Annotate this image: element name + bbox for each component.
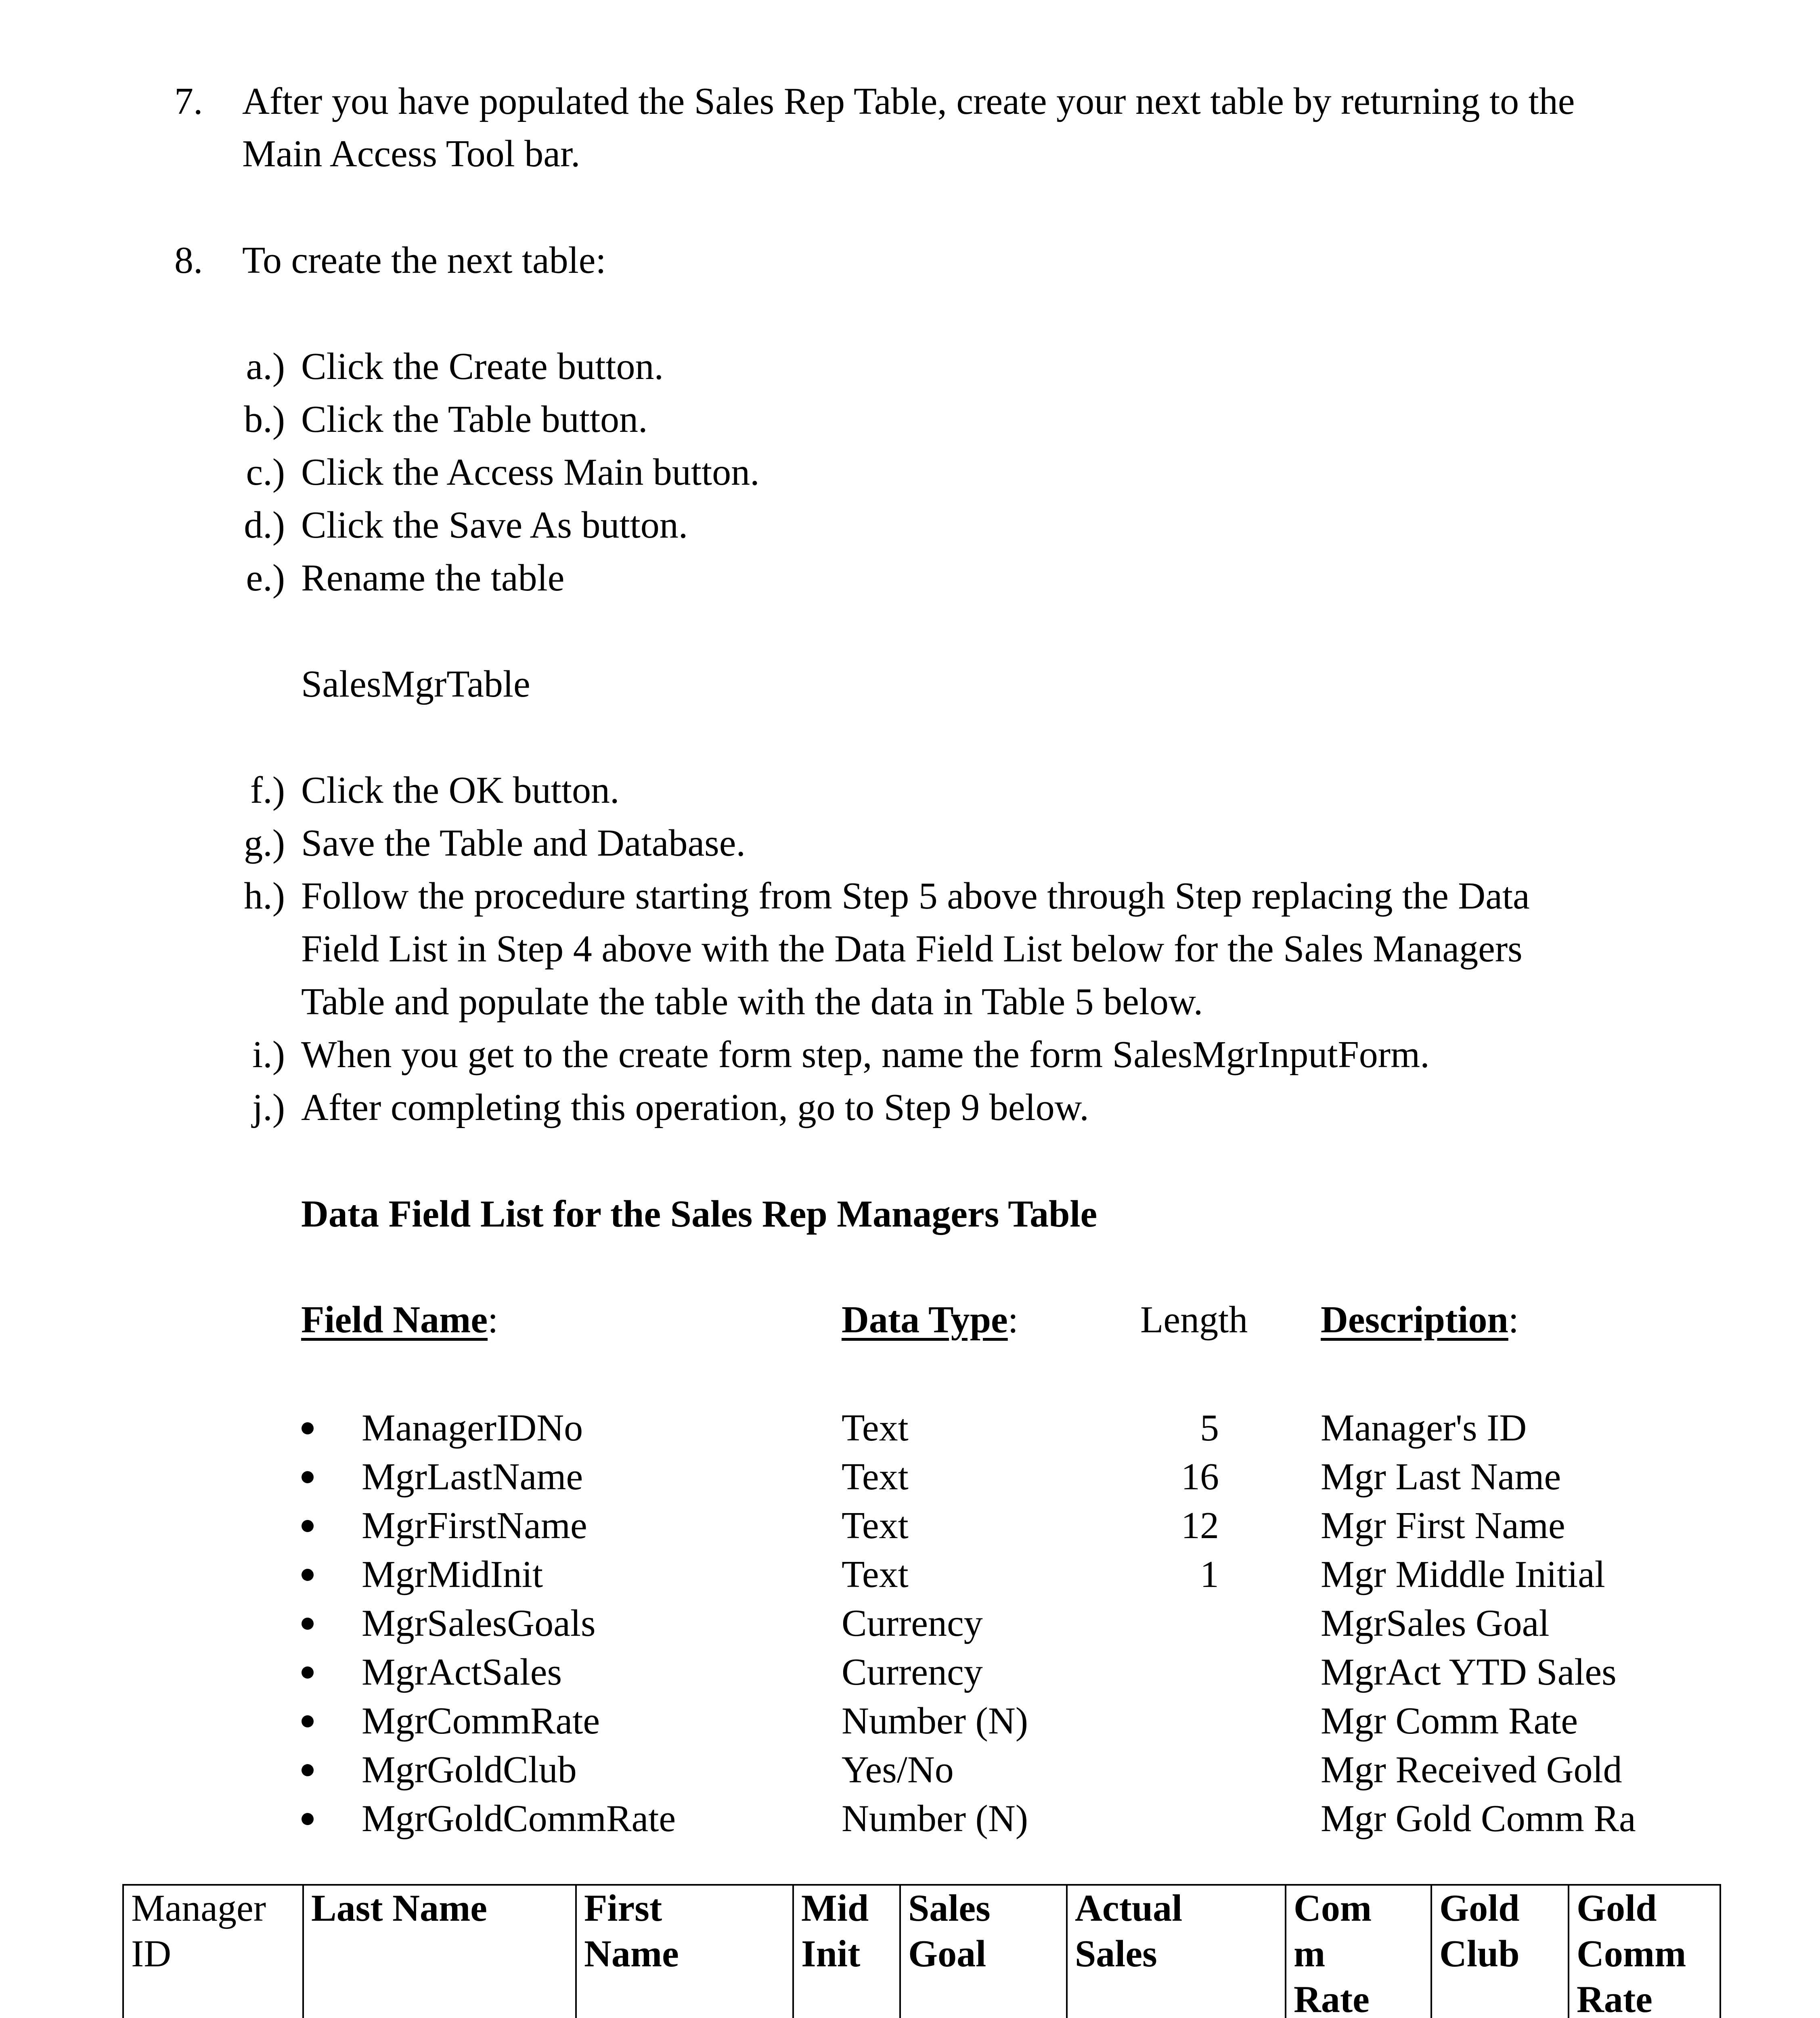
header-data-type-label: Data Type <box>842 1299 1008 1341</box>
col-header-comm-rate <box>1286 1885 1431 2018</box>
col-header-manager-id <box>123 1885 303 2018</box>
header-line: m <box>1294 1933 1326 1975</box>
sales-managers-table <box>122 1884 1721 2018</box>
header-length: Length <box>1140 1299 1248 1341</box>
field-name: MgrMidInit <box>362 1553 543 1595</box>
field-name: MgrFirstName <box>362 1505 587 1547</box>
step-7-text-line-2: Main Access Tool bar. <box>242 133 580 175</box>
substep-h-label: h.) <box>244 875 285 917</box>
substep-e-text: Rename the table <box>301 557 565 599</box>
header-description <box>1321 1294 1519 1346</box>
header-line: Gold <box>1577 1887 1657 1929</box>
field-description: Mgr First Name <box>1321 1505 1565 1547</box>
substep-b-label: b.) <box>244 398 285 440</box>
step-7-text-line-1: After you have populated the Sales Rep Table, create your next table by returning to the <box>242 80 1575 122</box>
field-description: MgrAct YTD Sales <box>1321 1651 1617 1693</box>
header-line: Name <box>584 1933 679 1975</box>
substep-h-line-2: Field List in Step 4 above with the Data Field List below for the Sales Managers <box>301 928 1523 970</box>
field-name: MgrLastName <box>362 1456 583 1498</box>
field-type: Number (N) <box>842 1798 1028 1840</box>
bullet-icon <box>302 1520 314 1532</box>
bullet-icon <box>302 1422 314 1434</box>
header-line: Rate <box>1577 1978 1652 2018</box>
substep-d-label: d.) <box>244 504 285 546</box>
header-line: Gold <box>1439 1887 1520 1929</box>
field-type: Yes/No <box>842 1749 954 1791</box>
field-description: MgrSales Goal <box>1321 1602 1550 1644</box>
substep-j-label: j.) <box>252 1086 285 1128</box>
header-line: Com <box>1294 1887 1372 1929</box>
header-description-colon: : <box>1508 1299 1519 1341</box>
step-8-text: To create the next table: <box>242 239 606 281</box>
step-7-number: 7. <box>174 80 203 122</box>
header-line: Init <box>801 1933 861 1975</box>
header-line: Rate <box>1294 1978 1370 2018</box>
header-line: Comm <box>1577 1933 1686 1975</box>
field-type: Text <box>842 1456 909 1498</box>
table-header-row <box>123 1885 1720 2018</box>
bullet-icon <box>302 1715 314 1727</box>
field-type: Currency <box>842 1651 983 1693</box>
bullet-icon <box>302 1764 314 1776</box>
header-line: Club <box>1439 1933 1520 1975</box>
substep-h-line-3: Table and populate the table with the data in Table 5 below. <box>301 981 1203 1023</box>
col-header-last-name <box>303 1885 576 2018</box>
substep-f-text: Click the OK button. <box>301 769 620 811</box>
substep-g-text: Save the Table and Database. <box>301 822 746 864</box>
field-type: Text <box>842 1505 909 1547</box>
field-name: MgrGoldClub <box>362 1749 577 1791</box>
field-type: Number (N) <box>842 1700 1028 1742</box>
header-description-label: Description <box>1321 1299 1508 1341</box>
substep-c-text: Click the Access Main button. <box>301 451 760 493</box>
header-line: First <box>584 1887 662 1929</box>
field-description: Mgr Middle Initial <box>1321 1553 1605 1595</box>
field-length: 5 <box>1200 1407 1219 1449</box>
header-line: Goal <box>908 1933 986 1975</box>
substep-h-line-1: Follow the procedure starting from Step 5 above through Step replacing the Data <box>301 875 1530 917</box>
bullet-icon <box>302 1813 314 1825</box>
header-field-name <box>301 1294 498 1346</box>
field-description: Mgr Comm Rate <box>1321 1700 1578 1742</box>
field-name: MgrActSales <box>362 1651 562 1693</box>
header-data-type-colon: : <box>1007 1299 1018 1341</box>
header-line: Sales <box>1075 1933 1157 1975</box>
field-length: 12 <box>1181 1505 1219 1547</box>
field-name: MgrSalesGoals <box>362 1602 596 1644</box>
step-8-number: 8. <box>174 239 203 281</box>
substep-f-label: f.) <box>250 769 285 811</box>
field-type: Text <box>842 1553 909 1595</box>
substep-i-text: When you get to the create form step, name the form SalesMgrInputForm. <box>301 1034 1430 1076</box>
substep-a-label: a.) <box>246 345 285 387</box>
bullet-icon <box>302 1471 314 1483</box>
field-name: MgrGoldCommRate <box>362 1798 676 1840</box>
field-name: MgrCommRate <box>362 1700 600 1742</box>
substep-j-text: After completing this operation, go to Step 9 below. <box>301 1086 1089 1128</box>
table-name: SalesMgrTable <box>301 663 530 705</box>
field-length: 16 <box>1181 1456 1219 1498</box>
header-line: Actual <box>1075 1887 1183 1929</box>
bullet-icon <box>302 1666 314 1679</box>
field-description: Mgr Gold Comm Ra <box>1321 1798 1636 1840</box>
col-header-actual-sales <box>1067 1885 1286 2018</box>
field-type: Text <box>842 1407 909 1449</box>
bullet-icon <box>302 1618 314 1630</box>
field-description: Manager's ID <box>1321 1407 1527 1449</box>
header-data-type <box>842 1294 1018 1346</box>
substep-g-label: g.) <box>244 822 285 864</box>
col-header-mid-init <box>793 1885 900 2018</box>
field-length: 1 <box>1200 1553 1219 1595</box>
field-name: ManagerIDNo <box>362 1407 583 1449</box>
substep-d-text: Click the Save As button. <box>301 504 688 546</box>
col-header-gold-club <box>1431 1885 1569 2018</box>
substep-i-label: i.) <box>252 1034 285 1076</box>
substep-a-text: Click the Create button. <box>301 345 664 387</box>
substep-c-label: c.) <box>246 451 285 493</box>
header-field-name-colon: : <box>488 1299 498 1341</box>
field-type: Currency <box>842 1602 983 1644</box>
col-header-gold-comm-rate <box>1569 1885 1720 2018</box>
field-description: Mgr Received Gold <box>1321 1749 1622 1791</box>
header-line: Sales <box>908 1887 991 1929</box>
header-line: Mid <box>801 1887 869 1929</box>
field-description: Mgr Last Name <box>1321 1456 1561 1498</box>
header-line: ID <box>131 1933 172 1975</box>
header-line: Last Name <box>311 1887 487 1929</box>
bullet-icon <box>302 1569 314 1581</box>
substep-e-label: e.) <box>246 557 285 599</box>
col-header-first-name <box>576 1885 793 2018</box>
field-list-title: Data Field List for the Sales Rep Managers Table <box>301 1193 1097 1235</box>
col-header-sales-goal <box>900 1885 1067 2018</box>
substep-b-text: Click the Table button. <box>301 398 648 440</box>
header-field-name-label: Field Name <box>301 1299 488 1341</box>
header-line: Manager <box>131 1887 266 1929</box>
